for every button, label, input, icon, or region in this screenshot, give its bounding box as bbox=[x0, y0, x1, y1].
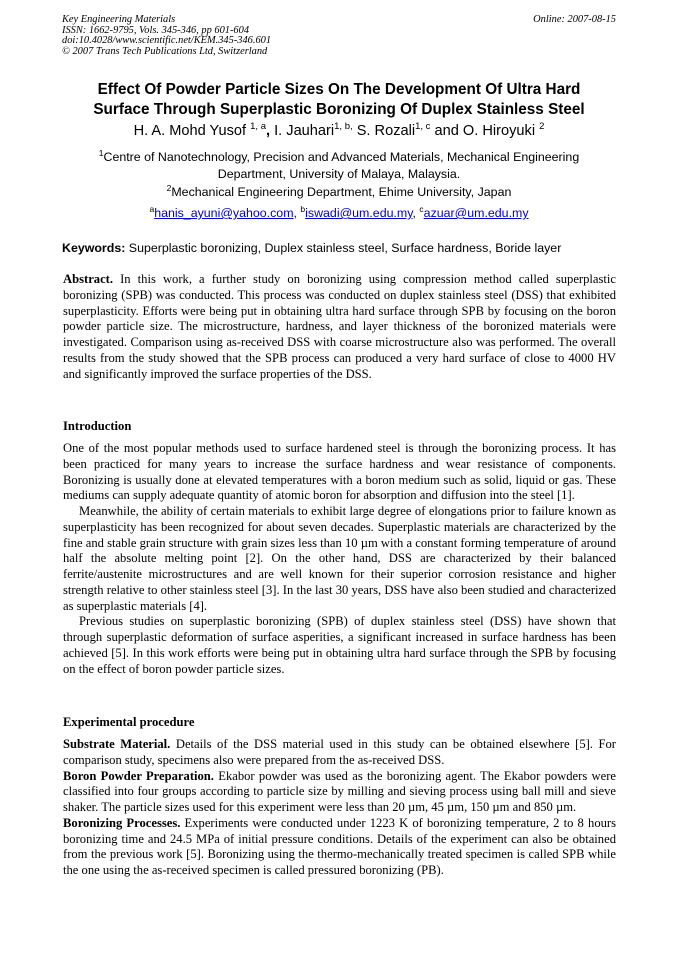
email-link-a[interactable]: hanis_ayuni@yahoo.com bbox=[154, 206, 294, 220]
subsection-text: Experiments were conducted under 1223 K of boronizing temperature, 2 to 8 hours boronizing time and 24.5 MPa of initial pressure conditions. Details of the experiment can also be obtained from the previous work [5]. Boronizing using the thermo-mechanically treated specimen is called SPB while the one using the as-received specimen is called pressured boronizing (PB). bbox=[63, 815, 617, 877]
subsection-label: Boronizing Processes. bbox=[63, 815, 181, 830]
section-heading-introduction: Introduction bbox=[63, 419, 132, 433]
author-list bbox=[62, 121, 616, 141]
title-line-2: Surface Through Superplastic Boronizing Of Duplex Stainless Steel bbox=[93, 100, 585, 118]
paragraph bbox=[63, 816, 616, 879]
author-name: O. Hiroyuki bbox=[462, 123, 536, 139]
issn-line: ISSN: 1662-9795, Vols. 345-346, pp 601-604 bbox=[62, 24, 250, 36]
paper-title bbox=[62, 80, 616, 119]
keywords-text: Superplastic boronizing, Duplex stainless steel, Surface hardness, Boride layer bbox=[125, 241, 562, 255]
author-affil-mark: 1, a bbox=[250, 121, 266, 133]
email-separator: , bbox=[412, 206, 420, 220]
experimental-body bbox=[63, 737, 616, 879]
author-affil-mark: 1, b, bbox=[334, 121, 353, 133]
abstract-text: In this work, a further study on boronizing using compression method called superplastic boronizing (SPB) was conducted. This process was conducted on duplex stainless steel (DSS) that exhibited superplasticity. Efforts were being put in obtaining ultra hard surface through SPB by focusing on the boron powder particle size. The microstructure, hardness, and layer thickness of the boronized materials were investigated. Comparison using as-received DSS with coarse microstructure also was performed. The overall results from the study showed that the SPB process can produced a very hard surface of close to 4000 HV and significantly improved the surface properties of the DSS. bbox=[63, 272, 616, 381]
paragraph: One of the most popular methods used to surface hardened steel is through the boronizing process. It has been practiced for many years to increase the surface hardness and wear resistance of components. Boronizing is usually done at elevated temperatures with a boron medium such as solid, liquid or gas. These mediums can supply adequate quantity of atomic boron for absorption and diffusion into the steel [1]. bbox=[63, 441, 616, 503]
paragraph: Meanwhile, the ability of certain materials to exhibit large degree of elongations prior to failure known as superplasticity has been recognized for about seven decades. Superplastic materials are characterized by the fine and stable grain structure with grain sizes less than 10 µm with a constant forming temperature of around half the absolute melting point [2]. On the other hand, DSS are characterized by their balanced ferrite/austenite microstructures and are well known for their superior corrosion resistance and higher strength relative to other stainless steel [3]. In the last 30 years, DSS have also been studied and characterized as superplastic materials [4]. bbox=[63, 504, 616, 613]
journal-header bbox=[62, 15, 616, 58]
author-name: S. Rozali bbox=[356, 123, 416, 139]
author-name: I. Jauhari bbox=[274, 123, 335, 139]
abstract-label: Abstract. bbox=[63, 272, 114, 286]
affil-mark: 2 bbox=[166, 182, 172, 193]
title-line-1: Effect Of Powder Particle Sizes On The Development Of Ultra Hard bbox=[97, 81, 581, 98]
section-heading-experimental: Experimental procedure bbox=[63, 715, 195, 729]
author-name: H. A. Mohd Yusof bbox=[133, 123, 247, 139]
affil-text: Mechanical Engineering Department, Ehime University, Japan bbox=[171, 185, 512, 199]
keywords bbox=[62, 240, 616, 256]
email-mark: c bbox=[419, 203, 424, 214]
author-separator: , bbox=[266, 123, 275, 139]
paragraph bbox=[63, 769, 616, 816]
paragraph: Previous studies on superplastic boronizing (SPB) of duplex stainless steel (DSS) have shown that through superplastic deformation of surface asperities, a significant increased in surface hardness has been achieved [5]. In this work efforts were being put in obtaining ultra hard surface through the SPB by focusing on the effect of boron powder particle sizes. bbox=[63, 614, 616, 676]
author-affil-mark: 2 bbox=[539, 121, 545, 133]
doi-line: doi:10.4028/www.scientific.net/KEM.345-346.601 bbox=[62, 35, 272, 47]
online-date: Online: 2007-08-15 bbox=[533, 14, 616, 25]
email-mark: a bbox=[149, 203, 155, 214]
affil-text: Centre of Nanotechnology, Precision and Advanced Materials, Mechanical Engineering bbox=[103, 150, 580, 164]
copyright-line: © 2007 Trans Tech Publications Ltd, Switzerland bbox=[62, 46, 268, 58]
keywords-label: Keywords: bbox=[62, 241, 126, 255]
email-mark: b bbox=[300, 203, 306, 214]
subsection-label: Boron Powder Preparation. bbox=[63, 768, 214, 783]
email-separator: , bbox=[293, 206, 301, 220]
email-list bbox=[62, 205, 616, 222]
author-affil-mark: 1, c bbox=[415, 121, 431, 133]
abstract bbox=[63, 272, 616, 382]
email-link-b[interactable]: iswadi@um.edu.my bbox=[305, 206, 413, 220]
introduction-body bbox=[63, 441, 616, 677]
email-link-c[interactable]: azuar@um.edu.my bbox=[423, 206, 529, 220]
subsection-label: Substrate Material. bbox=[63, 737, 171, 751]
subsection-text: Ekabor powder was used as the boronizing agent. The Ekabor powders were classified into four groups according to particle size by milling and sieving process using ball mill and sieve shaker. The particle sizes used for this experiment were less than 20 µm, 45 µm, 150 µm and 850 µm. bbox=[63, 768, 616, 814]
subsection-text: Details of the DSS material used in this study can be obtained elsewhere [5]. For comparison study, specimens also were prepared from the as-received DSS. bbox=[63, 737, 616, 767]
affiliation-2 bbox=[62, 184, 616, 201]
journal-name: Key Engineering Materials bbox=[62, 14, 176, 25]
paragraph bbox=[63, 737, 616, 769]
affiliation-1 bbox=[62, 149, 616, 182]
author-separator: and bbox=[430, 123, 463, 139]
affil-text: Department, University of Malaya, Malaysia. bbox=[217, 166, 461, 181]
affil-mark: 1 bbox=[98, 147, 104, 158]
